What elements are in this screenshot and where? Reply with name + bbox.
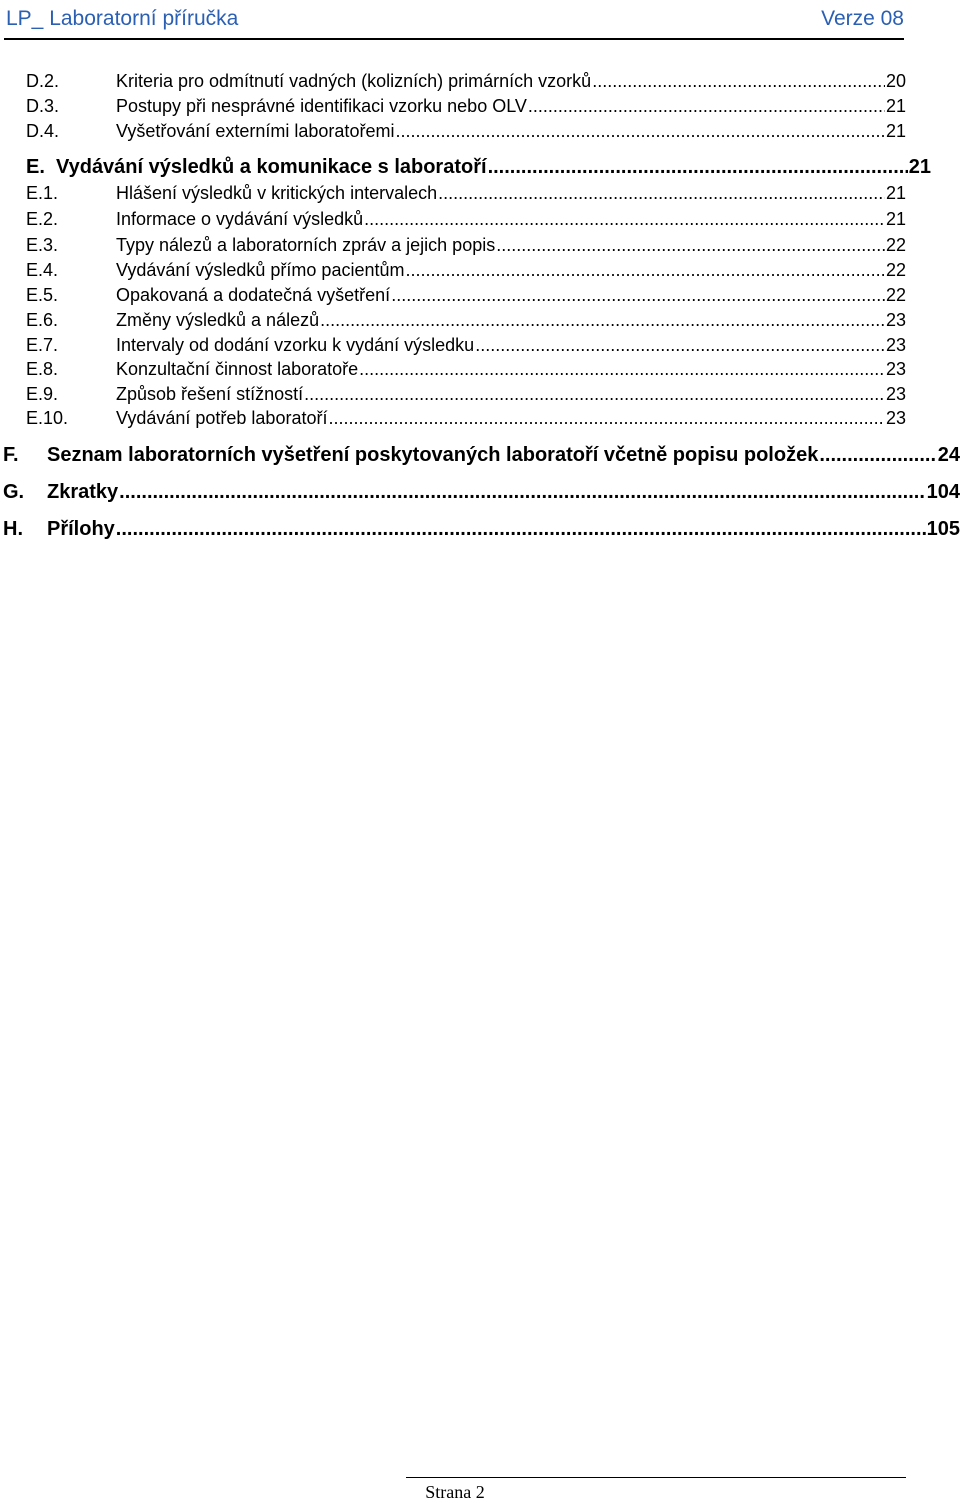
toc-entry-title: Vydávání výsledků přímo pacientům <box>116 260 405 280</box>
toc-entry[interactable] <box>26 381 906 407</box>
toc-entry-number: D.3. <box>26 96 60 116</box>
toc-entry[interactable] <box>26 405 906 431</box>
toc-entry-number: E.2. <box>26 209 59 229</box>
toc-entry[interactable] <box>26 68 906 94</box>
toc-entry-title: Intervaly od dodání vzorku k vydání výsledku <box>116 335 475 355</box>
toc-section-page: 105 <box>926 518 960 540</box>
toc-entry[interactable] <box>26 307 906 333</box>
toc-section-letter: E. <box>26 156 45 178</box>
toc-entry-number: E.4. <box>26 260 59 280</box>
toc-section[interactable] <box>3 478 960 506</box>
toc-section-title: Seznam laboratorních vyšetření poskytovaných laboratoří včetně popisu položek <box>47 444 819 466</box>
toc-section-page: 24 <box>937 444 960 466</box>
toc-entry-page: 23 <box>885 359 906 379</box>
toc-leader-dots <box>592 68 885 94</box>
toc-entry-title: Vyšetřování externími laboratořemi <box>116 121 395 141</box>
toc-leader-dots <box>359 356 885 382</box>
toc-leader-dots <box>116 515 926 543</box>
toc-entry-title: Typy nálezů a laboratorních zpráv a jejich popis <box>116 235 496 255</box>
toc-entry-title: Opakovaná a dodatečná vyšetření <box>116 285 391 305</box>
toc-entry-page: 22 <box>885 260 906 280</box>
toc-entry-title: Postupy při nesprávné identifikaci vzorku nebo OLV <box>116 96 527 116</box>
toc-section-title: Vydávání výsledků a komunikace s laboratoří <box>56 156 487 178</box>
toc-entry-title: Vydávání potřeb laboratoří <box>116 408 328 428</box>
toc-entry-page: 23 <box>885 408 906 428</box>
toc-entry-title: Změny výsledků a nálezů <box>116 310 320 330</box>
toc-entry[interactable] <box>26 232 906 258</box>
toc-entry-page: 21 <box>885 209 906 229</box>
toc-entry-number: E.9. <box>26 384 59 404</box>
toc-entry[interactable] <box>26 118 906 144</box>
toc-entry-page: 21 <box>885 183 906 203</box>
toc-section-letter: F. <box>3 444 19 466</box>
toc-section[interactable] <box>3 515 960 543</box>
toc-entry[interactable] <box>26 257 906 283</box>
toc-entry-title: Hlášení výsledků v kritických intervalech <box>116 183 438 203</box>
toc-leader-dots <box>475 332 885 358</box>
toc-entry-number: D.4. <box>26 121 60 141</box>
toc-leader-dots <box>391 282 885 308</box>
toc-leader-dots <box>328 405 885 431</box>
document-version: Verze 08 <box>821 7 904 30</box>
toc-entry[interactable] <box>26 282 906 308</box>
toc-entry-number: E.10. <box>26 408 69 428</box>
toc-leader-dots <box>438 180 885 206</box>
toc-entry-page: 21 <box>885 96 906 116</box>
toc-entry-title: Informace o vydávání výsledků <box>116 209 364 229</box>
toc-leader-dots <box>496 232 885 258</box>
page-footer <box>0 1482 910 1503</box>
toc-section[interactable] <box>3 441 960 469</box>
toc-entry-number: E.6. <box>26 310 59 330</box>
toc-entry-page: 22 <box>885 235 906 255</box>
toc-entry-title: Konzultační činnost laboratoře <box>116 359 359 379</box>
toc-entry[interactable] <box>26 206 906 232</box>
toc-leader-dots <box>119 478 925 506</box>
toc-section-page: 104 <box>926 481 960 503</box>
toc-entry-number: E.7. <box>26 335 59 355</box>
toc-entry-page: 23 <box>885 384 906 404</box>
toc-leader-dots <box>320 307 885 333</box>
toc-entry[interactable] <box>26 356 906 382</box>
toc-entry-page: 23 <box>885 310 906 330</box>
footer-divider <box>406 1477 906 1478</box>
toc-leader-dots <box>488 153 908 181</box>
toc-leader-dots <box>819 441 936 469</box>
toc-entry[interactable] <box>26 180 906 206</box>
toc-entry-number: E.5. <box>26 285 59 305</box>
toc-leader-dots <box>304 381 885 407</box>
toc-leader-dots <box>364 206 885 232</box>
toc-section[interactable] <box>26 153 931 181</box>
page-header <box>4 0 904 40</box>
document-title: LP_ Laboratorní příručka <box>6 7 239 30</box>
toc-leader-dots <box>395 118 885 144</box>
toc-entry-page: 21 <box>885 121 906 141</box>
toc-section-letter: G. <box>3 481 25 503</box>
toc-entry-title: Způsob řešení stížností <box>116 384 304 404</box>
toc-entry[interactable] <box>26 93 906 119</box>
toc-entry-page: 23 <box>885 335 906 355</box>
toc-entry-number: E.1. <box>26 183 59 203</box>
toc-entry-page: 20 <box>885 71 906 91</box>
toc-leader-dots <box>405 257 884 283</box>
toc-entry-number: D.2. <box>26 71 60 91</box>
toc-leader-dots <box>528 93 885 119</box>
toc-entry-title: Kriteria pro odmítnutí vadných (kolizních) primárních vzorků <box>116 71 592 91</box>
page-number: Strana 2 <box>425 1482 485 1502</box>
toc-section-title: Zkratky <box>47 481 119 503</box>
toc-entry[interactable] <box>26 332 906 358</box>
toc-section-page: 21 <box>908 156 931 178</box>
toc-entry-number: E.8. <box>26 359 59 379</box>
toc-section-letter: H. <box>3 518 23 540</box>
toc-section-title: Přílohy <box>47 518 115 540</box>
toc-entry-page: 22 <box>885 285 906 305</box>
toc-entry-number: E.3. <box>26 235 59 255</box>
